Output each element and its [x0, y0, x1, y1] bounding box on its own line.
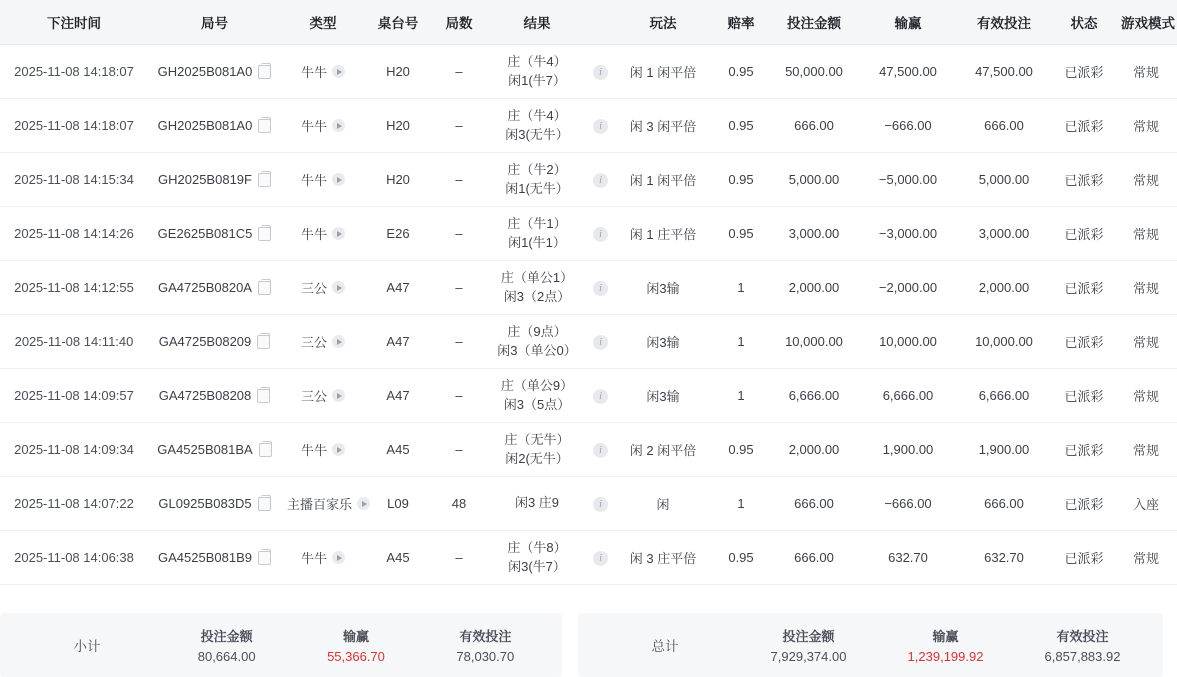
subtotal-valid-value: 78,030.70 [456, 649, 515, 664]
subtotal-winloss-value: 55,366.70 [327, 649, 385, 664]
cell-winloss: 10,000.00 [861, 315, 955, 369]
game-type: 牛牛 [300, 443, 327, 458]
table-row [0, 531, 1177, 585]
cell-winloss: −666.00 [861, 99, 955, 153]
cell-result [487, 315, 587, 369]
cell-play: 闲 [611, 477, 715, 531]
cell-valid: 47,500.00 [955, 45, 1053, 99]
round-id: GH2025B081A0 [157, 64, 253, 79]
cell-odds: 0.95 [715, 153, 767, 207]
bet-time: 2025-11-08 14:06:38 [14, 550, 134, 565]
cell-valid: 632.70 [955, 531, 1053, 585]
column-header-mode: 游戏模式 [1115, 0, 1177, 45]
column-header-round: 局号 [148, 0, 281, 45]
cell-info [587, 369, 611, 423]
total-amount-label: 投注金额 [782, 629, 835, 644]
play-video-icon[interactable] [332, 173, 345, 186]
cell-amount: 50,000.00 [767, 45, 861, 99]
cell-mode: 常规 [1115, 315, 1177, 369]
column-header-table-no: 桌台号 [365, 0, 431, 45]
cell-type [281, 207, 365, 261]
cell-table-no: A47 [365, 315, 431, 369]
table-row [0, 477, 1177, 531]
cell-mode: 入座 [1115, 477, 1177, 531]
bet-time: 2025-11-08 14:09:34 [14, 442, 134, 457]
result-line-player: 闲2(无牛） [505, 450, 569, 466]
table-row [0, 153, 1177, 207]
copy-icon[interactable] [259, 443, 272, 457]
cell-valid: 5,000.00 [955, 153, 1053, 207]
cell-valid: 2,000.00 [955, 261, 1053, 315]
cell-result [487, 153, 587, 207]
cell-valid: 6,666.00 [955, 369, 1053, 423]
result-line-banker: 庄（牛2） [507, 161, 567, 177]
cell-mode: 常规 [1115, 45, 1177, 99]
copy-icon[interactable] [258, 497, 271, 511]
copy-icon[interactable] [257, 389, 270, 403]
round-id: GA4725B0820A [158, 280, 252, 295]
cell-winloss: −5,000.00 [861, 153, 955, 207]
subtotal-valid [421, 626, 550, 664]
cell-time [0, 261, 148, 315]
cell-time [0, 531, 148, 585]
cell-games: 48 [431, 477, 487, 531]
cell-winloss: −2,000.00 [861, 261, 955, 315]
cell-games: – [431, 207, 487, 261]
cell-status: 已派彩 [1053, 477, 1115, 531]
table-header-row [0, 0, 1177, 45]
column-header-play: 玩法 [611, 0, 715, 45]
cell-mode: 常规 [1115, 261, 1177, 315]
cell-status: 已派彩 [1053, 99, 1115, 153]
round-id: GA4525B081BA [157, 442, 253, 457]
cell-table-no: H20 [365, 153, 431, 207]
cell-time [0, 153, 148, 207]
cell-result [487, 261, 587, 315]
cell-odds: 0.95 [715, 99, 767, 153]
total-card [578, 613, 1163, 677]
cell-amount: 10,000.00 [767, 315, 861, 369]
cell-round [148, 315, 281, 369]
bet-time: 2025-11-08 14:15:34 [14, 172, 134, 187]
cell-table-no: H20 [365, 99, 431, 153]
cell-info [587, 261, 611, 315]
cell-result [487, 531, 587, 585]
cell-status: 已派彩 [1053, 45, 1115, 99]
cell-amount: 6,666.00 [767, 369, 861, 423]
cell-odds: 1 [715, 261, 767, 315]
cell-winloss: −666.00 [861, 477, 955, 531]
cell-table-no: A45 [365, 423, 431, 477]
result-line-banker: 庄（单公9） [500, 377, 574, 393]
game-type: 三公 [300, 335, 327, 350]
play-video-icon[interactable] [332, 551, 345, 564]
info-icon[interactable]: i [593, 497, 608, 512]
result-line-banker: 庄（单公1） [500, 269, 574, 285]
cell-mode: 常规 [1115, 99, 1177, 153]
cell-round [148, 477, 281, 531]
round-id: GH2025B0819F [158, 172, 252, 187]
cell-table-no: E26 [365, 207, 431, 261]
total-title: 总计 [651, 639, 679, 654]
subtotal-valid-label: 有效投注 [459, 629, 512, 644]
cell-play: 闲 2 闲平倍 [611, 423, 715, 477]
cell-amount: 666.00 [767, 531, 861, 585]
cell-odds: 1 [715, 369, 767, 423]
cell-time [0, 45, 148, 99]
result-line-banker: 闲3 庄9 [514, 495, 560, 511]
cell-time [0, 315, 148, 369]
cell-info [587, 45, 611, 99]
cell-games: – [431, 531, 487, 585]
play-video-icon[interactable] [332, 389, 345, 402]
game-type: 牛牛 [300, 65, 327, 80]
bet-time: 2025-11-08 14:18:07 [14, 118, 134, 133]
round-id: GA4725B08208 [158, 388, 252, 403]
cell-mode: 常规 [1115, 369, 1177, 423]
bet-time: 2025-11-08 14:12:55 [14, 280, 134, 295]
total-valid [1014, 626, 1151, 664]
cell-status: 已派彩 [1053, 153, 1115, 207]
column-header-valid: 有效投注 [955, 0, 1053, 45]
cell-odds: 1 [715, 477, 767, 531]
result-line-player: 闲1(无牛） [505, 180, 569, 196]
table-row [0, 45, 1177, 99]
result-line-player: 闲1(牛1） [508, 234, 566, 250]
play-video-icon[interactable] [332, 227, 345, 240]
game-type: 三公 [300, 281, 327, 296]
cell-result [487, 477, 587, 531]
result-line-banker: 庄（牛4） [507, 107, 567, 123]
table-header [0, 0, 1177, 45]
info-icon[interactable]: i [593, 443, 608, 458]
subtotal-title: 小计 [73, 639, 101, 654]
cell-result [487, 207, 587, 261]
cell-games: – [431, 45, 487, 99]
cell-round [148, 261, 281, 315]
cell-result [487, 45, 587, 99]
cell-games: – [431, 261, 487, 315]
cell-type [281, 531, 365, 585]
cell-games: – [431, 369, 487, 423]
cell-info [587, 477, 611, 531]
cell-time [0, 207, 148, 261]
subtotal-amount [162, 626, 291, 664]
cell-info [587, 153, 611, 207]
cell-amount: 666.00 [767, 477, 861, 531]
subtotal-card [0, 613, 562, 677]
cell-round [148, 369, 281, 423]
play-video-icon[interactable] [332, 443, 345, 456]
cell-status: 已派彩 [1053, 369, 1115, 423]
bet-time: 2025-11-08 14:11:40 [14, 334, 134, 349]
cell-play: 闲 1 闲平倍 [611, 153, 715, 207]
cell-status: 已派彩 [1053, 315, 1115, 369]
cell-winloss: 6,666.00 [861, 369, 955, 423]
cell-time [0, 477, 148, 531]
cell-result [487, 369, 587, 423]
info-icon[interactable]: i [593, 65, 608, 80]
round-id: GA4525B081B9 [158, 550, 252, 565]
copy-icon[interactable] [258, 551, 271, 565]
cell-type [281, 315, 365, 369]
round-id: GA4725B08209 [158, 334, 252, 349]
cell-winloss: −3,000.00 [861, 207, 955, 261]
table-row [0, 423, 1177, 477]
cell-table-no: A47 [365, 261, 431, 315]
bet-time: 2025-11-08 14:09:57 [14, 388, 134, 403]
cell-mode: 常规 [1115, 207, 1177, 261]
round-id: GE2625B081C5 [157, 226, 253, 241]
cell-play: 闲 1 闲平倍 [611, 45, 715, 99]
info-icon[interactable]: i [593, 119, 608, 134]
cell-odds: 1 [715, 315, 767, 369]
summary-section [0, 597, 1177, 677]
cell-round [148, 423, 281, 477]
total-winloss-value: 1,239,199.92 [907, 649, 984, 664]
game-type: 牛牛 [300, 119, 327, 134]
info-icon[interactable]: i [593, 335, 608, 350]
column-header-result: 结果 [487, 0, 587, 45]
cell-round [148, 153, 281, 207]
cell-winloss: 47,500.00 [861, 45, 955, 99]
total-valid-label: 有效投注 [1056, 629, 1109, 644]
column-header-winloss: 输赢 [861, 0, 955, 45]
result-line-player: 闲3（单公0） [497, 342, 577, 358]
table-row [0, 99, 1177, 153]
copy-icon[interactable] [258, 65, 271, 79]
cell-games: – [431, 315, 487, 369]
info-icon[interactable]: i [593, 281, 608, 296]
cell-games: – [431, 423, 487, 477]
bet-time: 2025-11-08 14:07:22 [14, 496, 134, 511]
game-type: 牛牛 [300, 551, 327, 566]
column-header-result-spacer [587, 0, 611, 45]
cell-play: 闲 3 闲平倍 [611, 99, 715, 153]
subtotal-amount-value: 80,664.00 [197, 649, 256, 664]
result-line-player: 闲1(牛7） [508, 72, 566, 88]
subtotal-amount-label: 投注金额 [200, 629, 253, 644]
game-type: 三公 [300, 389, 327, 404]
result-line-player: 闲3（2点） [503, 288, 571, 304]
result-line-player: 闲3（5点） [503, 396, 571, 412]
cell-type [281, 423, 365, 477]
cell-play: 闲 1 庄平倍 [611, 207, 715, 261]
copy-icon[interactable] [257, 335, 270, 349]
play-video-icon[interactable] [332, 119, 345, 132]
cell-result [487, 423, 587, 477]
cell-odds: 0.95 [715, 423, 767, 477]
total-amount [740, 626, 877, 664]
cell-info [587, 315, 611, 369]
cell-time [0, 423, 148, 477]
result-line-banker: 庄（牛8） [507, 539, 567, 555]
play-video-icon[interactable] [332, 281, 345, 294]
result-line-banker: 庄（无牛） [504, 431, 570, 447]
cell-info [587, 423, 611, 477]
cell-valid: 666.00 [955, 477, 1053, 531]
column-header-status: 状态 [1053, 0, 1115, 45]
cell-amount: 666.00 [767, 99, 861, 153]
total-winloss [877, 626, 1014, 664]
play-video-icon[interactable] [357, 497, 370, 510]
cell-type [281, 369, 365, 423]
cell-result [487, 99, 587, 153]
cell-type [281, 261, 365, 315]
table-row [0, 315, 1177, 369]
cell-valid: 10,000.00 [955, 315, 1053, 369]
cell-table-no: A47 [365, 369, 431, 423]
cell-winloss: 632.70 [861, 531, 955, 585]
copy-icon[interactable] [258, 119, 271, 133]
cell-amount: 5,000.00 [767, 153, 861, 207]
cell-play: 闲3输 [611, 369, 715, 423]
cell-time [0, 369, 148, 423]
bet-time: 2025-11-08 14:18:07 [14, 64, 134, 79]
cell-type [281, 153, 365, 207]
cell-valid: 1,900.00 [955, 423, 1053, 477]
cell-round [148, 45, 281, 99]
total-valid-value: 6,857,883.92 [1044, 649, 1121, 664]
info-icon[interactable]: i [593, 389, 608, 404]
play-video-icon[interactable] [332, 335, 345, 348]
table-body [0, 45, 1177, 585]
cell-table-no: L09 [365, 477, 431, 531]
cell-mode: 常规 [1115, 153, 1177, 207]
total-winloss-label: 输赢 [932, 629, 959, 644]
copy-icon[interactable] [258, 281, 271, 295]
cell-type [281, 45, 365, 99]
cell-info [587, 99, 611, 153]
cell-mode: 常规 [1115, 531, 1177, 585]
cell-play: 闲3输 [611, 261, 715, 315]
cell-amount: 3,000.00 [767, 207, 861, 261]
game-type: 牛牛 [300, 227, 327, 242]
result-line-player: 闲3(无牛） [505, 126, 569, 142]
cell-valid: 666.00 [955, 99, 1053, 153]
table-row [0, 369, 1177, 423]
cell-amount: 2,000.00 [767, 423, 861, 477]
cell-status: 已派彩 [1053, 423, 1115, 477]
result-line-player: 闲3(牛7） [508, 558, 566, 574]
game-type: 主播百家乐 [287, 497, 353, 512]
column-header-amount: 投注金额 [767, 0, 861, 45]
cell-play: 闲 3 庄平倍 [611, 531, 715, 585]
cell-winloss: 1,900.00 [861, 423, 955, 477]
subtotal-winloss [291, 626, 420, 664]
column-header-type: 类型 [281, 0, 365, 45]
bet-time: 2025-11-08 14:14:26 [14, 226, 134, 241]
info-icon[interactable]: i [593, 551, 608, 566]
cell-round [148, 99, 281, 153]
info-icon[interactable]: i [593, 173, 608, 188]
cell-valid: 3,000.00 [955, 207, 1053, 261]
cell-round [148, 207, 281, 261]
cell-info [587, 531, 611, 585]
cell-table-no: H20 [365, 45, 431, 99]
game-type: 牛牛 [300, 173, 327, 188]
result-line-banker: 庄（牛1） [507, 215, 567, 231]
cell-amount: 2,000.00 [767, 261, 861, 315]
cell-type [281, 477, 365, 531]
total-amount-value: 7,929,374.00 [770, 649, 847, 664]
cell-round [148, 531, 281, 585]
table-row [0, 207, 1177, 261]
cell-status: 已派彩 [1053, 207, 1115, 261]
info-icon[interactable]: i [593, 227, 608, 242]
cell-info [587, 207, 611, 261]
column-header-time: 下注时间 [0, 0, 148, 45]
round-id: GH2025B081A0 [157, 118, 253, 133]
column-header-games: 局数 [431, 0, 487, 45]
cell-type [281, 99, 365, 153]
cell-table-no: A45 [365, 531, 431, 585]
cell-games: – [431, 153, 487, 207]
table-row [0, 261, 1177, 315]
round-id: GL0925B083D5 [158, 496, 252, 511]
cell-status: 已派彩 [1053, 261, 1115, 315]
cell-time [0, 99, 148, 153]
cell-odds: 0.95 [715, 531, 767, 585]
play-video-icon[interactable] [332, 65, 345, 78]
copy-icon[interactable] [258, 227, 271, 241]
result-line-banker: 庄（牛4） [507, 53, 567, 69]
cell-status: 已派彩 [1053, 531, 1115, 585]
result-line-banker: 庄（9点） [507, 323, 567, 339]
copy-icon[interactable] [258, 173, 271, 187]
cell-odds: 0.95 [715, 207, 767, 261]
subtotal-winloss-label: 输赢 [342, 629, 369, 644]
cell-games: – [431, 99, 487, 153]
cell-play: 闲3输 [611, 315, 715, 369]
cell-odds: 0.95 [715, 45, 767, 99]
cell-mode: 常规 [1115, 423, 1177, 477]
column-header-odds: 赔率 [715, 0, 767, 45]
